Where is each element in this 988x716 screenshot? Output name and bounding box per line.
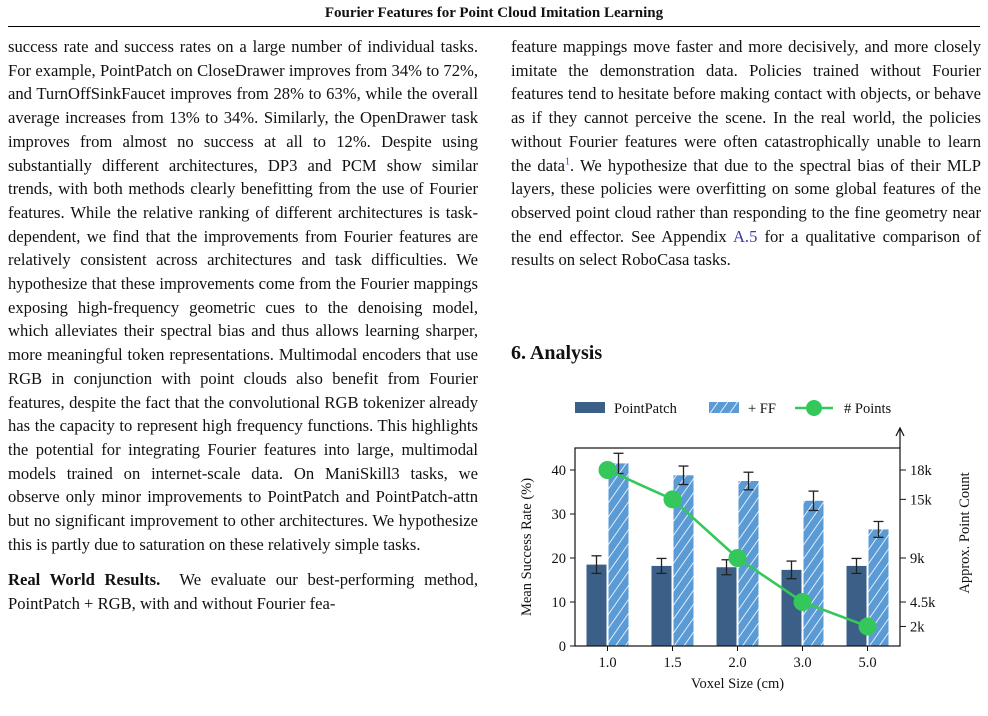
bar-ff-3.0 bbox=[804, 501, 824, 646]
right-y-tick-label: 15k bbox=[910, 492, 932, 509]
plot-area bbox=[519, 428, 973, 692]
y-axis-title: Mean Success Rate (%) bbox=[519, 477, 535, 617]
bar-pointpatch-1.0 bbox=[587, 565, 607, 646]
y-tick-label: 30 bbox=[551, 507, 566, 523]
footnote-marker[interactable]: 1 bbox=[565, 155, 571, 167]
x-tick-label: 1.0 bbox=[598, 655, 617, 671]
right-paragraph bbox=[511, 35, 981, 272]
legend-swatch-points-marker bbox=[806, 400, 822, 416]
points-marker-5.0 bbox=[859, 617, 877, 635]
right-y-axis-title: Approx. Point Count bbox=[957, 472, 973, 594]
analysis-figure bbox=[511, 390, 981, 716]
paragraph-text-real-world: We evaluate our best-performing method, PointPatch + RGB, with and without Fourier fea- bbox=[8, 570, 478, 614]
left-paragraph-1: success rate and success rates on a large number of individual tasks. For example, PointPatch on CloseDrawer improves from 34% to 72%, and TurnOffSinkFaucet improves from 28% to 63%, while the overall average increases from 13% to 34%. Similarly, the OpenDrawer task improves from almost no success at all to 12%. Despite using substantially different architectures, DP3 and PCM show similar trends, with both methods clearly benefitting from the use of Fourier features. While the relative ranking of different architectures is task-dependent, we find that the improvements from Fourier features are relatively consistent across architectures and task difficulties. We hypothesize that these improvements come from the Fourier mappings exposing high-frequency geometric cues to the denoising model, which alleviates their spectral bias and thus allows learning sharper, more meaningful token representations. Multimodal encoders that use RGB in conjunction with point clouds also benefit from Fourier features, despite the fact that the convolutional RGB tokenizer already has the capacity to represent high frequency functions. This highlights the potential for integrating Fourier features into large, multimodal models trained on internet-scale data. On ManiSkill3 tasks, we observe only minor improvements to PointPatch and PointPatch-attn but no significant improvement to other architectures. We hypothesize this is partly due to saturation on these relatively simple tasks. bbox=[8, 37, 478, 554]
right-column bbox=[511, 35, 981, 272]
y-tick-label: 10 bbox=[551, 595, 566, 611]
x-tick-label: 3.0 bbox=[793, 655, 812, 671]
paragraph-heading-real-world: Real World Results. bbox=[8, 570, 161, 590]
y-tick-label: 40 bbox=[551, 463, 566, 479]
x-axis-title: Voxel Size (cm) bbox=[690, 676, 785, 692]
points-line bbox=[608, 470, 868, 626]
legend-swatch-pointpatch bbox=[575, 402, 605, 413]
y-tick-label: 20 bbox=[551, 551, 566, 567]
x-tick-label: 5.0 bbox=[858, 655, 877, 671]
appendix-link[interactable]: A.5 bbox=[732, 226, 758, 246]
points-marker-3.0 bbox=[794, 593, 812, 611]
x-tick-label: 2.0 bbox=[728, 655, 747, 671]
right-paragraph-text-1: feature mappings move faster and more decisively, and more closely imitate the demonstration data. Policies trained without Fourier features tend to hesitate before making contact with objects, or behave as if they cannot perceive the scene. In the real world, the policies without Fourier features were often catastrophically unable to learn the data bbox=[511, 37, 981, 175]
right-y-tick-label: 2k bbox=[910, 619, 925, 636]
left-column bbox=[8, 35, 478, 716]
legend-swatch-ff bbox=[709, 402, 739, 413]
running-header: Fourier Features for Point Cloud Imitation Learning bbox=[324, 5, 664, 21]
y-tick-label: 0 bbox=[558, 639, 566, 655]
x-tick-label: 1.5 bbox=[663, 655, 682, 671]
section-heading: 6. Analysis bbox=[511, 342, 603, 364]
bar-ff-1.0 bbox=[609, 463, 629, 646]
legend-label-pointpatch: PointPatch bbox=[614, 401, 677, 417]
right-y-tick-label: 18k bbox=[910, 463, 932, 479]
legend-label-points: # Points bbox=[844, 401, 892, 417]
chart-legend bbox=[575, 400, 891, 417]
right-y-tick-label: 9k bbox=[910, 551, 925, 567]
header-rule bbox=[8, 26, 980, 27]
points-marker-1.5 bbox=[664, 490, 682, 508]
voxel-size-chart bbox=[511, 390, 981, 716]
right-paragraph-text-3: for a qualitative comparison of results on select RoboCasa tasks. bbox=[511, 226, 982, 270]
points-marker-2.0 bbox=[729, 549, 747, 567]
bar-pointpatch-1.5 bbox=[652, 566, 672, 646]
right-paragraph-text-2: . We hypothesize that due to the spectral bias of their MLP layers, these policies were overfitting on some global features of the observed point cloud rather than responding to the fine geometry near the end effector. See Appendix bbox=[511, 155, 981, 246]
bar-pointpatch-2.0 bbox=[717, 567, 737, 646]
legend-label-ff: + FF bbox=[748, 401, 776, 417]
points-marker-1.0 bbox=[599, 461, 617, 479]
left-paragraph-2 bbox=[8, 568, 478, 615]
right-y-tick-label: 4.5k bbox=[910, 595, 936, 611]
